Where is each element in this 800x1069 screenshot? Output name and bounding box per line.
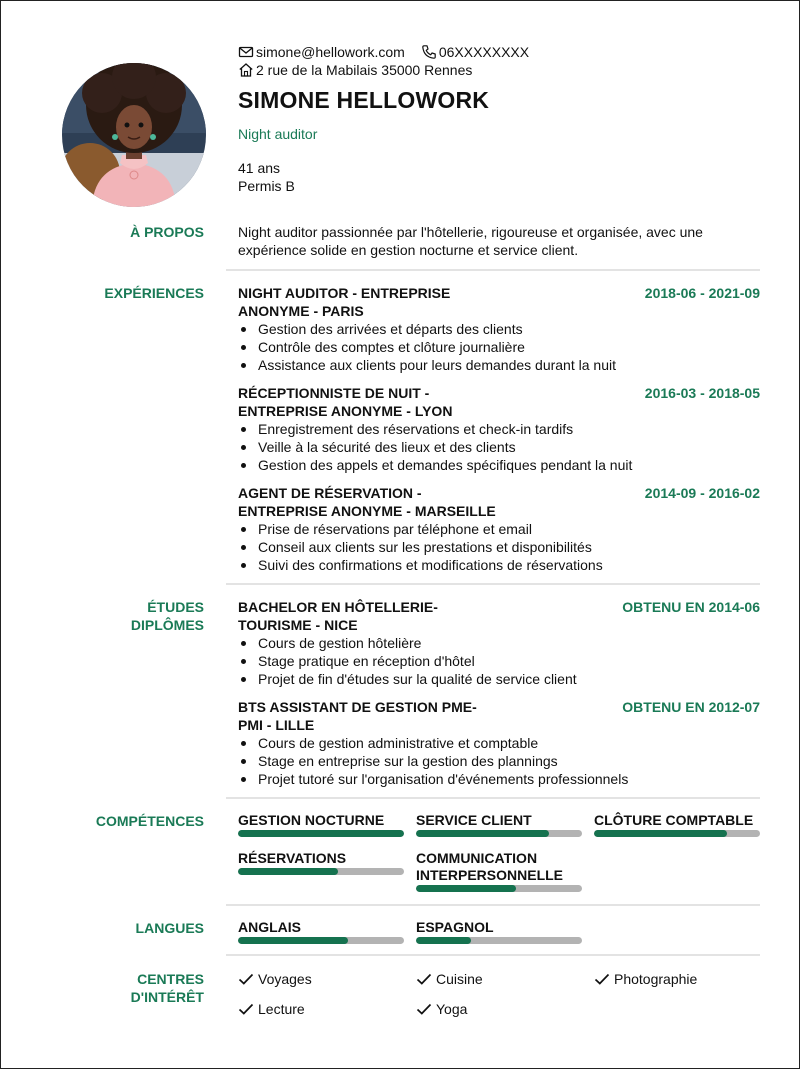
list-item: Contrôle des comptes et clôture journalière [238,338,760,356]
interest-item: Cuisine [416,970,483,988]
phone[interactable]: 06XXXXXXXX [438,44,530,60]
skill-bar [416,885,582,892]
list-item: Prise de réservations par téléphone et email [238,520,760,538]
experience-entry [238,384,760,474]
check-icon [416,972,436,986]
section-label-languages: LANGUES [135,920,204,936]
age: 41 ans [238,160,281,176]
list-item: Gestion des appels et demandes spécifiques pendant la nuit [238,456,760,474]
interest-item: Lecture [238,1000,305,1018]
entry-bullets [238,320,760,374]
avatar [62,63,206,207]
experience-entry [238,284,760,374]
skill-name: SERVICE CLIENT [416,812,532,828]
skill-bar-fill [416,885,516,892]
list-item: Gestion des arrivées et départs des clients [238,320,760,338]
skill-item [238,812,404,837]
check-icon [238,1002,258,1016]
entry-title: NIGHT AUDITOR - ENTREPRISE ANONYME - PARIS [238,285,451,319]
skill-bar-fill [238,868,338,875]
list-item: Stage pratique en réception d'hôtel [238,652,760,670]
skill-bar [594,830,760,837]
skill-item [238,850,404,875]
skill-name: RÉSERVATIONS [238,850,347,866]
section-label-experiences: EXPÉRIENCES [104,285,204,301]
language-bar [238,937,404,944]
email[interactable]: simone@hellowork.com [256,44,405,60]
language-bar-fill [238,937,348,944]
entry-bullets [238,734,760,788]
language-item [416,919,582,944]
skill-bar-fill [594,830,727,837]
entry-date: OBTENU EN 2014-06 [622,599,760,615]
experience-entry [238,484,760,574]
language-name: ANGLAIS [238,919,301,935]
phone-icon [421,43,439,61]
interest-item: Yoga [416,1000,467,1018]
list-item: Stage en entreprise sur la gestion des plannings [238,752,760,770]
language-name: ESPAGNOL [416,919,494,935]
skill-bar [238,830,404,837]
check-icon [238,972,258,986]
divider [226,583,760,585]
skill-item [416,850,582,892]
about-text: Night auditor passionnée par l'hôtellerie, rigoureuse et organisée, avec une expérience solide en gestion nocturne et service client. [238,224,703,258]
divider [226,797,760,799]
skill-item [416,812,582,837]
section-label-studies: ÉTUDES DIPLÔMES [130,599,204,633]
contact-block [238,43,529,79]
section-label-interests: CENTRES D'INTÉRÊT [130,971,204,1005]
entry-title: RÉCEPTIONNISTE DE NUIT - ENTREPRISE ANONYME - LYON [238,385,453,419]
skill-name: CLÔTURE COMPTABLE [594,812,754,828]
divider [226,904,760,906]
skill-item [594,812,760,837]
study-entry [238,598,760,688]
entry-bullets [238,420,760,474]
job-title: Night auditor [238,126,318,142]
home-icon [238,61,256,79]
list-item: Cours de gestion hôtelière [238,634,760,652]
entry-bullets [238,520,760,574]
list-item: Projet tutoré sur l'organisation d'événements professionnels [238,770,760,788]
skill-bar [238,868,404,875]
personal-info [238,159,295,195]
entry-date: OBTENU EN 2012-07 [622,699,760,715]
person-name: SIMONE HELLOWORK [238,87,490,113]
list-item: Conseil aux clients sur les prestations et disponibilités [238,538,760,556]
list-item: Suivi des confirmations et modifications de réservations [238,556,760,574]
section-label-skills: COMPÉTENCES [95,813,204,829]
divider [226,269,760,271]
section-label-about: À PROPOS [130,224,204,240]
list-item: Assistance aux clients pour leurs demandes durant la nuit [238,356,760,374]
skill-name: COMMUNICATION INTERPERSONNELLE [416,850,564,883]
entry-title: AGENT DE RÉSERVATION - ENTREPRISE ANONYME - MARSEILLE [238,485,496,519]
entry-date: 2018-06 - 2021-09 [644,285,760,301]
driving-license: Permis B [238,178,295,194]
language-bar-fill [416,937,471,944]
envelope-icon [238,43,256,61]
entry-date: 2016-03 - 2018-05 [644,385,760,401]
language-bar [416,937,582,944]
check-icon [594,972,614,986]
skill-bar-fill [238,830,404,837]
interest-item: Voyages [238,970,312,988]
interest-item: Photographie [594,970,697,988]
list-item: Veille à la sécurité des lieux et des clients [238,438,760,456]
skill-bar [416,830,582,837]
list-item: Cours de gestion administrative et comptable [238,734,760,752]
list-item: Projet de fin d'études sur la qualité de service client [238,670,760,688]
entry-bullets [238,634,760,688]
study-entry [238,698,760,788]
check-icon [416,1002,436,1016]
language-item [238,919,404,944]
entry-title: BTS ASSISTANT DE GESTION PME- PMI - LILLE [238,699,477,733]
address: 2 rue de la Mabilais 35000 Rennes [256,62,473,78]
skill-bar-fill [416,830,549,837]
entry-date: 2014-09 - 2016-02 [644,485,760,501]
entry-title: BACHELOR EN HÔTELLERIE- TOURISME - NICE [238,599,438,633]
divider [226,954,760,956]
list-item: Enregistrement des réservations et check-in tardifs [238,420,760,438]
skill-name: GESTION NOCTURNE [238,812,385,828]
